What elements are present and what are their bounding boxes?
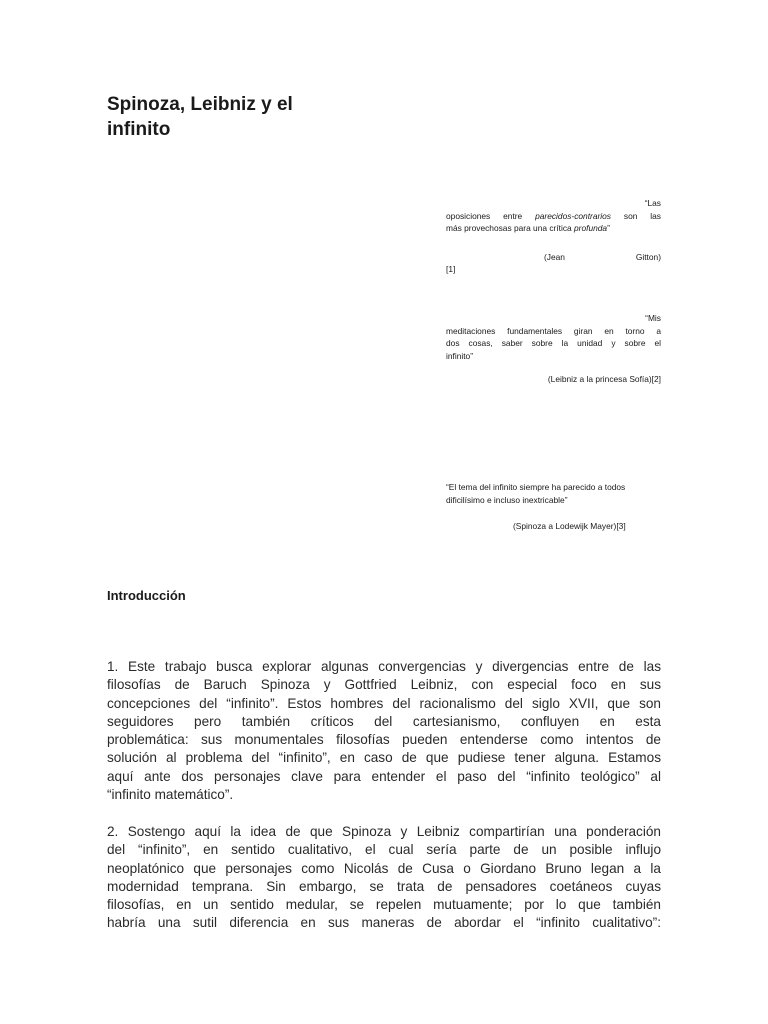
title-line: Spinoza, Leibniz y el — [107, 94, 293, 115]
quote-fragment: más provechosas para una crítica — [446, 223, 575, 234]
footnote-reference[interactable]: [1] — [446, 264, 456, 275]
quote-fragment: ” — [607, 223, 610, 234]
attribution-fragment: Gitton) — [635, 251, 661, 262]
paragraph-line: 2. Sostengo aquí la idea de que Spinoza y Leibniz compartirían una ponderación — [107, 824, 661, 839]
epigraph-quote-line — [446, 210, 661, 223]
epigraph-quote-line: dificilísimo e incluso inextricable” — [446, 494, 568, 505]
epigraph-quote-line: meditaciones fundamentales giran en torno a — [446, 325, 661, 336]
epigraph-spinoza — [446, 481, 661, 533]
quote-fragment: son las — [610, 210, 661, 221]
epigraph-attribution — [446, 251, 661, 264]
epigraph-quote-line: “El tema del infinito siempre ha parecido a todos — [446, 482, 626, 492]
paragraph-line: seguidores pero también críticos del cartesianismo, confluyen en esta — [107, 713, 661, 729]
quote-italic-fragment: profunda — [574, 223, 608, 234]
quote-italic-fragment: parecidos-contrarios — [535, 210, 611, 221]
paragraph-line: solución al problema del “infinito”, en caso de que pudiese tener alguna. Estamos — [107, 750, 661, 766]
section-heading: Introducción — [107, 588, 186, 603]
epigraph-quote-line: “Mis — [645, 313, 661, 323]
paragraph-2 — [107, 823, 661, 933]
paragraph-line: modernidad temprana. Sin embargo, se trata de pensadores coetáneos cuyas — [107, 878, 661, 894]
paragraph-line: neoplatónico que personajes como Nicolás de Cusa o Giordano Bruno legan a la — [107, 860, 661, 876]
epigraph-quote-line: dos cosas, saber sobre la unidad y sobre el — [446, 338, 661, 349]
attribution-fragment: (Jean — [544, 251, 565, 262]
paragraph-1 — [107, 658, 661, 804]
paragraph-line: del “infinito”, en sentido cualitativo, el cual sería parte de un posible influjo — [107, 842, 661, 858]
paragraph-line: filosofías de Baruch Spinoza y Gottfried Leibniz, con especial foco en sus — [107, 677, 661, 693]
paragraph-line: “infinito matemático”. — [107, 787, 234, 803]
paragraph-line: habría una sutil diferencia en sus maneras de abordar el “infinito cualitativo”: — [107, 915, 661, 931]
quote-fragment: oposiciones entre — [446, 210, 536, 221]
epigraph-gitton — [446, 197, 661, 276]
paragraph-line: 1. Este trabajo busca explorar algunas convergencias y divergencias entre de las — [107, 659, 661, 674]
epigraph-attribution: (Leibniz a la princesa Sofía)[2] — [547, 374, 661, 385]
epigraph-quote-line: infinito” — [446, 350, 473, 361]
epigraph-quote-line: “Las — [644, 198, 661, 208]
epigraph-quote-line — [446, 222, 661, 235]
paragraph-line: problemática: sus monumentales filosofías pueden entenderse como intentos de — [107, 732, 661, 748]
epigraph-attribution: (Spinoza a Lodewijk Mayer)[3] — [513, 521, 626, 532]
paragraph-line: aquí ante dos personajes clave para entender el paso del “infinito teológico” al — [107, 768, 661, 784]
paragraph-line: filosofías, en un sentido medular, se repelen mutuamente; por lo que también — [107, 897, 661, 913]
paragraph-line: concepciones del “infinito”. Estos hombres del racionalismo del siglo XVII, que son — [107, 695, 661, 711]
document-title — [107, 92, 367, 142]
title-line: infinito — [107, 119, 171, 140]
epigraph-leibniz — [446, 312, 661, 386]
